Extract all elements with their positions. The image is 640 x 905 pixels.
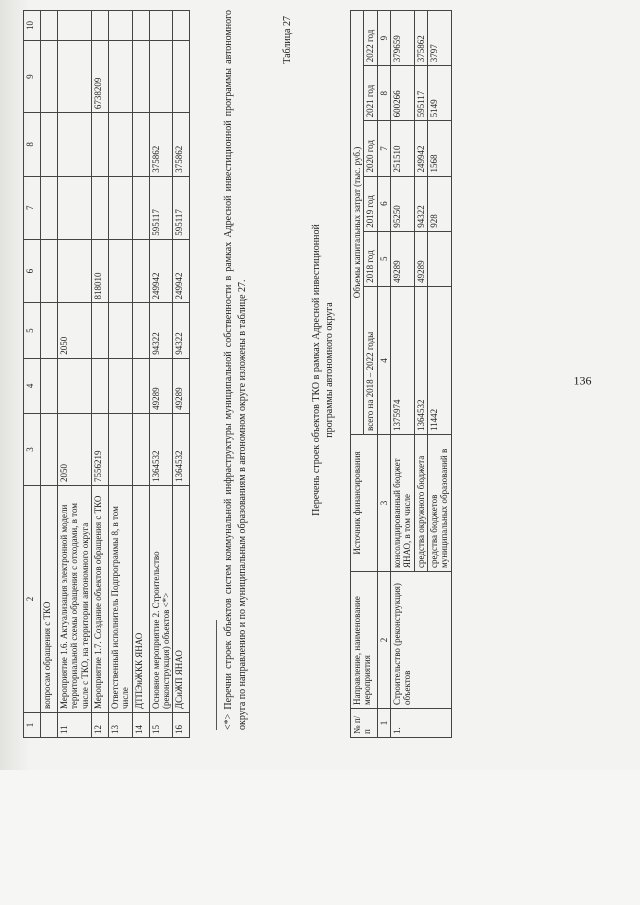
table-row: [92, 11, 109, 738]
table-cell: Мероприятие 1.7. Создание объектов обращения с ТКО: [92, 486, 109, 713]
table-cell: [109, 239, 133, 303]
table-cell: [132, 113, 149, 177]
table-cell: [41, 11, 58, 41]
header-cell: 2022 год: [364, 11, 377, 66]
table-cell: 600266: [391, 66, 415, 121]
table-cell: 928: [428, 176, 452, 231]
header-cell: 5: [24, 303, 41, 358]
tko-objects-table: [350, 10, 452, 738]
table-label: Таблица 27: [282, 16, 293, 64]
table-row: [41, 11, 58, 738]
table-cell: 375862: [414, 11, 427, 66]
table-cell: 11: [58, 713, 92, 738]
index-cell: 2: [377, 572, 390, 709]
header-cell: № п/п: [351, 709, 378, 738]
table-cell: 5149: [428, 66, 452, 121]
table-cell: 94322: [173, 303, 190, 358]
table-cell: [428, 231, 452, 286]
footnote-divider: [216, 620, 217, 730]
table-cell: 3797: [428, 11, 452, 66]
table-cell: [109, 11, 133, 41]
table-cell: Строительство (реконструкция) объектов: [391, 572, 452, 709]
header-cell: 1: [24, 713, 41, 738]
table-row: [58, 11, 92, 738]
table-cell: [132, 239, 149, 303]
table-cell: 595117: [173, 176, 190, 239]
table-cell: 12: [92, 713, 109, 738]
header-cell: 3: [24, 413, 41, 485]
table-cell: [173, 11, 190, 41]
table-cell: 94322: [149, 303, 173, 358]
table-cell: ДТПЭиЖКК ЯНАО: [132, 486, 149, 713]
table-cell: 1364532: [173, 413, 190, 485]
table-row: [109, 11, 133, 738]
index-cell: 1: [377, 709, 390, 738]
table-cell: 94322: [414, 176, 427, 231]
header-cell: всего на 2018 – 2022 годы: [364, 286, 377, 434]
table-cell: 1364532: [414, 286, 427, 434]
table-row: [391, 11, 415, 738]
table-cell: 6738209: [92, 41, 109, 113]
table-cell: [58, 11, 92, 41]
header-cell: 2021 год: [364, 66, 377, 121]
table-cell: 49289: [173, 358, 190, 413]
header-cell: Источник финансирования: [351, 435, 378, 572]
table-cell: 1364532: [149, 413, 173, 485]
table-cell: 595117: [414, 66, 427, 121]
table-cell: [92, 176, 109, 239]
table-cell: [109, 113, 133, 177]
header-cell: 8: [24, 113, 41, 177]
table-cell: консолидированный бюджет ЯНАО, в том числе: [391, 435, 415, 572]
header-cell: Объемы капитальных затрат (тыс. руб.): [351, 11, 364, 435]
table-cell: [132, 11, 149, 41]
page-number: 136: [573, 373, 592, 388]
index-cell: 4: [377, 286, 390, 434]
table-cell: 595117: [149, 176, 173, 239]
table-cell: 2050: [58, 413, 92, 485]
table-cell: [92, 11, 109, 41]
table-cell: [109, 303, 133, 358]
table-cell: 49289: [149, 358, 173, 413]
table-cell: [41, 176, 58, 239]
table-header-row: [351, 11, 364, 738]
index-cell: 3: [377, 435, 390, 572]
table-cell: 375862: [149, 113, 173, 177]
table-cell: Ответственный исполнитель Подпрограммы 8, в том числе: [109, 486, 133, 713]
table-cell: [41, 713, 58, 738]
table-cell: [132, 358, 149, 413]
table-cell: [41, 41, 58, 113]
header-cell: 4: [24, 358, 41, 413]
table-cell: [109, 176, 133, 239]
table-cell: 1.: [391, 709, 452, 738]
table-cell: [149, 41, 173, 113]
table-cell: Мероприятие 1.6. Актуализация электронной модели территориальной схемы обращения с отходами, в том числе с ТКО, на территории автономного округа: [58, 486, 92, 713]
table-cell: 15: [149, 713, 173, 738]
table-cell: [41, 113, 58, 177]
table-cell: 251510: [391, 121, 415, 176]
table-cell: [92, 358, 109, 413]
index-cell: 6: [377, 176, 390, 231]
table-cell: [41, 239, 58, 303]
header-cell: 2019 год: [364, 176, 377, 231]
table-cell: 11442: [428, 286, 452, 434]
table-cell: ДСиЖП ЯНАО: [173, 486, 190, 713]
table-header-row: [24, 11, 41, 738]
table2-title: [310, 0, 336, 740]
table-cell: 49289: [391, 231, 415, 286]
table-cell: 13: [109, 713, 133, 738]
header-cell: 2020 год: [364, 121, 377, 176]
table-cell: [173, 41, 190, 113]
table-cell: [41, 413, 58, 485]
header-cell: 6: [24, 239, 41, 303]
table-cell: 7556219: [92, 413, 109, 485]
table-cell: 49289: [414, 231, 427, 286]
header-cell: Направление, наименование мероприятия: [351, 572, 378, 709]
header-cell: 2: [24, 486, 41, 713]
table-cell: 95250: [391, 176, 415, 231]
header-cell: 10: [24, 11, 41, 41]
table-cell: 1375974: [391, 286, 415, 434]
table-cell: 1568: [428, 121, 452, 176]
table-cell: [58, 41, 92, 113]
header-cell: 2018 год: [364, 231, 377, 286]
table-cell: 249942: [414, 121, 427, 176]
table-cell: 249942: [149, 239, 173, 303]
table-cell: 379659: [391, 11, 415, 66]
index-cell: 7: [377, 121, 390, 176]
table-row: [149, 11, 173, 738]
table-cell: 375862: [173, 113, 190, 177]
scan-edge-bottom: [0, 770, 640, 905]
table-row: [132, 11, 149, 738]
table-cell: [41, 303, 58, 358]
table-cell: средства окружного бюджета: [414, 435, 427, 572]
table-cell: 818010: [92, 239, 109, 303]
table-cell: [132, 41, 149, 113]
table-cell: вопросам обращения с ТКО: [41, 486, 58, 713]
table-cell: [92, 303, 109, 358]
index-cell: 8: [377, 66, 390, 121]
table-row: [173, 11, 190, 738]
table-cell: [132, 413, 149, 485]
table-cell: [132, 176, 149, 239]
table2-title-line: Перечень строек объектов ТКО в рамках Адресной инвестиционной: [311, 224, 322, 516]
table-cell: [149, 11, 173, 41]
rotated-page: [20, 0, 605, 740]
table-cell: 14: [132, 713, 149, 738]
table-cell: [58, 113, 92, 177]
table-cell: средства бюджетов муниципальных образований в: [428, 435, 452, 572]
table-cell: [109, 41, 133, 113]
index-cell: 9: [377, 11, 390, 66]
table-cell: [58, 176, 92, 239]
table-cell: [58, 239, 92, 303]
table-index-row: [377, 11, 390, 738]
table-cell: [41, 358, 58, 413]
header-cell: 7: [24, 176, 41, 239]
table-cell: Основное мероприятие 2. Строительство (реконструкция) объектов <*>: [149, 486, 173, 713]
measures-table: [23, 10, 190, 738]
table-cell: [92, 113, 109, 177]
table-cell: [109, 358, 133, 413]
header-cell: 9: [24, 41, 41, 113]
index-cell: 5: [377, 231, 390, 286]
table-cell: [132, 303, 149, 358]
table2-title-line: программы автономного округа: [324, 302, 335, 438]
table-cell: [58, 358, 92, 413]
table-cell: 16: [173, 713, 190, 738]
footnote-text: <*> Перечни строек объектов систем коммунальной инфраструктуры муниципальной собственности в рамках Адресной инвестиционной программы автономного округа по направлению и по муниципальным образованиям в автономном округе изложены в таблице 27.: [223, 10, 248, 730]
table-cell: 2050: [58, 303, 92, 358]
table-cell: 249942: [173, 239, 190, 303]
table-cell: [109, 413, 133, 485]
